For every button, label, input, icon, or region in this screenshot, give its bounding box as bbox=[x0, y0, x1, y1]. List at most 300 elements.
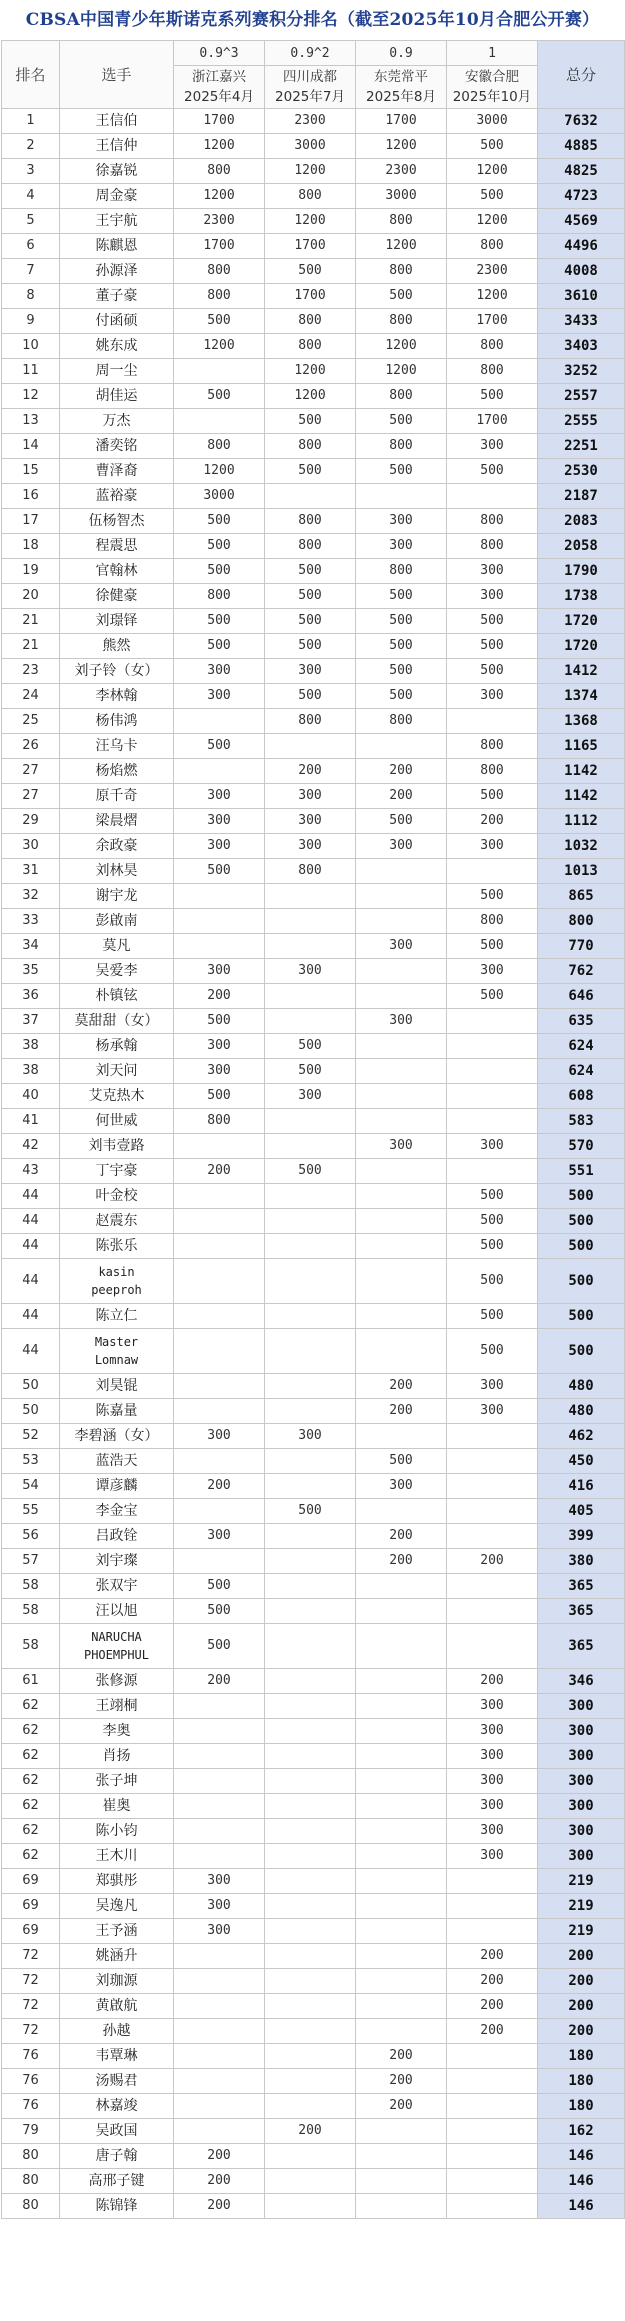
event-points-cell: 500 bbox=[174, 1574, 265, 1599]
table-row bbox=[2, 1159, 625, 1184]
event-points-cell: 500 bbox=[447, 1184, 538, 1209]
event-points-cell bbox=[356, 1819, 447, 1844]
event-points-cell: 500 bbox=[356, 459, 447, 484]
player-name-cell: 梁晨熠 bbox=[60, 809, 174, 834]
event-points-cell: 500 bbox=[265, 609, 356, 634]
player-name-cell: 王予涵 bbox=[60, 1919, 174, 1944]
event-points-cell bbox=[174, 1234, 265, 1259]
event-points-cell: 1700 bbox=[174, 109, 265, 134]
rank-cell: 72 bbox=[2, 1969, 60, 1994]
event-points-cell bbox=[265, 909, 356, 934]
event-points-cell: 500 bbox=[447, 784, 538, 809]
total-points-cell: 570 bbox=[538, 1134, 625, 1159]
event-points-cell: 3000 bbox=[356, 184, 447, 209]
total-points-cell: 365 bbox=[538, 1574, 625, 1599]
event-points-cell bbox=[265, 1009, 356, 1034]
event-points-cell: 500 bbox=[174, 509, 265, 534]
rank-cell: 80 bbox=[2, 2194, 60, 2219]
total-header: 总分 bbox=[538, 41, 625, 109]
rank-cell: 52 bbox=[2, 1424, 60, 1449]
event-points-cell: 800 bbox=[174, 284, 265, 309]
event-points-cell bbox=[356, 1694, 447, 1719]
event-points-cell: 200 bbox=[174, 984, 265, 1009]
event-points-cell: 1200 bbox=[265, 159, 356, 184]
event-points-cell: 800 bbox=[265, 434, 356, 459]
rank-cell: 26 bbox=[2, 734, 60, 759]
event-points-cell bbox=[174, 2094, 265, 2119]
event-points-cell: 500 bbox=[447, 884, 538, 909]
rank-cell: 38 bbox=[2, 1034, 60, 1059]
total-points-cell: 146 bbox=[538, 2144, 625, 2169]
rank-cell: 44 bbox=[2, 1329, 60, 1374]
player-name-cell: 潘奕铭 bbox=[60, 434, 174, 459]
total-points-cell: 365 bbox=[538, 1599, 625, 1624]
event-points-cell: 500 bbox=[174, 309, 265, 334]
event-points-cell bbox=[447, 1474, 538, 1499]
event-points-cell: 300 bbox=[447, 1719, 538, 1744]
event-points-cell bbox=[356, 1599, 447, 1624]
event-points-cell: 300 bbox=[174, 784, 265, 809]
total-points-cell: 405 bbox=[538, 1499, 625, 1524]
table-row bbox=[2, 1059, 625, 1084]
event-points-cell bbox=[174, 884, 265, 909]
total-points-cell: 2251 bbox=[538, 434, 625, 459]
rank-cell: 58 bbox=[2, 1599, 60, 1624]
rank-cell: 76 bbox=[2, 2094, 60, 2119]
player-name-cell: 刘子铃（女） bbox=[60, 659, 174, 684]
total-points-cell: 300 bbox=[538, 1719, 625, 1744]
event-points-cell: 1200 bbox=[174, 459, 265, 484]
player-name-cell: 陈张乐 bbox=[60, 1234, 174, 1259]
event-points-cell: 500 bbox=[265, 1159, 356, 1184]
rank-cell: 4 bbox=[2, 184, 60, 209]
event-points-cell: 800 bbox=[265, 509, 356, 534]
rank-cell: 72 bbox=[2, 2019, 60, 2044]
event-points-cell: 500 bbox=[447, 184, 538, 209]
table-row bbox=[2, 2119, 625, 2144]
event-points-cell bbox=[174, 1134, 265, 1159]
player-name-cell: 郑骐彤 bbox=[60, 1869, 174, 1894]
event-points-cell bbox=[265, 1184, 356, 1209]
table-row bbox=[2, 759, 625, 784]
table-row bbox=[2, 884, 625, 909]
event-points-cell: 800 bbox=[174, 259, 265, 284]
page-title: CBSA中国青少年斯诺克系列赛积分排名（截至2025年10月合肥公开赛） bbox=[25, 10, 600, 30]
player-name-cell: 谭彦麟 bbox=[60, 1474, 174, 1499]
event-points-cell bbox=[265, 1794, 356, 1819]
total-points-cell: 608 bbox=[538, 1084, 625, 1109]
player-name-cell: 陈麒恩 bbox=[60, 234, 174, 259]
total-points-cell: 4825 bbox=[538, 159, 625, 184]
event-points-cell bbox=[447, 1449, 538, 1474]
event-points-cell bbox=[265, 1669, 356, 1694]
event-points-cell: 800 bbox=[265, 334, 356, 359]
event-points-cell: 500 bbox=[447, 1304, 538, 1329]
player-name-cell: 王信仲 bbox=[60, 134, 174, 159]
event-points-cell: 500 bbox=[356, 659, 447, 684]
rank-cell: 53 bbox=[2, 1449, 60, 1474]
rank-cell: 36 bbox=[2, 984, 60, 1009]
event-points-cell: 300 bbox=[265, 959, 356, 984]
player-name-cell: 吴逸凡 bbox=[60, 1894, 174, 1919]
table-row bbox=[2, 1944, 625, 1969]
event-points-cell: 200 bbox=[356, 2069, 447, 2094]
rank-cell: 13 bbox=[2, 409, 60, 434]
player-name-cell: 叶金校 bbox=[60, 1184, 174, 1209]
event-points-cell: 200 bbox=[447, 1944, 538, 1969]
table-row bbox=[2, 984, 625, 1009]
event-points-cell bbox=[356, 2119, 447, 2144]
table-row bbox=[2, 1869, 625, 1894]
event-points-cell bbox=[265, 1744, 356, 1769]
event-multiplier: 0.9^3 bbox=[174, 41, 265, 66]
event-points-cell: 800 bbox=[265, 859, 356, 884]
table-row bbox=[2, 1259, 625, 1304]
event-points-cell bbox=[356, 1944, 447, 1969]
rank-cell: 69 bbox=[2, 1919, 60, 1944]
table-row bbox=[2, 1399, 625, 1424]
rank-cell: 11 bbox=[2, 359, 60, 384]
event-points-cell: 800 bbox=[447, 334, 538, 359]
event-points-cell bbox=[356, 1159, 447, 1184]
total-points-cell: 1790 bbox=[538, 559, 625, 584]
event-points-cell bbox=[356, 1234, 447, 1259]
total-points-cell: 480 bbox=[538, 1374, 625, 1399]
event-points-cell bbox=[447, 1599, 538, 1624]
rank-cell: 72 bbox=[2, 1944, 60, 1969]
event-points-cell: 1700 bbox=[265, 234, 356, 259]
total-points-cell: 146 bbox=[538, 2169, 625, 2194]
event-points-cell: 300 bbox=[174, 1524, 265, 1549]
table-row bbox=[2, 259, 625, 284]
total-points-cell: 635 bbox=[538, 1009, 625, 1034]
event-points-cell: 300 bbox=[447, 1794, 538, 1819]
total-points-cell: 200 bbox=[538, 2019, 625, 2044]
event-points-cell bbox=[265, 1624, 356, 1669]
event-points-cell: 200 bbox=[356, 2094, 447, 2119]
event-name-line: 2025年10月 bbox=[452, 89, 532, 105]
table-row bbox=[2, 1474, 625, 1499]
event-multiplier: 0.9 bbox=[356, 41, 447, 66]
rank-cell: 32 bbox=[2, 884, 60, 909]
total-points-cell: 1165 bbox=[538, 734, 625, 759]
event-points-cell bbox=[265, 1994, 356, 2019]
event-points-cell: 200 bbox=[356, 784, 447, 809]
event-points-cell: 1200 bbox=[447, 209, 538, 234]
event-points-cell bbox=[447, 1894, 538, 1919]
player-name-cell: 董子豪 bbox=[60, 284, 174, 309]
event-points-cell bbox=[265, 984, 356, 1009]
event-points-cell: 200 bbox=[265, 759, 356, 784]
event-points-cell bbox=[265, 1719, 356, 1744]
event-points-cell: 500 bbox=[174, 1624, 265, 1669]
table-row bbox=[2, 434, 625, 459]
event-points-cell: 1200 bbox=[356, 134, 447, 159]
rank-cell: 57 bbox=[2, 1549, 60, 1574]
table-row bbox=[2, 1769, 625, 1794]
event-points-cell: 800 bbox=[356, 559, 447, 584]
player-name-cell: 刘珈源 bbox=[60, 1969, 174, 1994]
event-points-cell bbox=[265, 1449, 356, 1474]
rank-cell: 62 bbox=[2, 1819, 60, 1844]
event-points-cell: 500 bbox=[265, 259, 356, 284]
event-points-cell: 500 bbox=[356, 634, 447, 659]
table-row bbox=[2, 459, 625, 484]
table-row bbox=[2, 1599, 625, 1624]
rank-cell: 62 bbox=[2, 1719, 60, 1744]
rank-cell: 8 bbox=[2, 284, 60, 309]
event-points-cell: 800 bbox=[447, 359, 538, 384]
table-row bbox=[2, 309, 625, 334]
table-row bbox=[2, 959, 625, 984]
event-points-cell bbox=[356, 859, 447, 884]
event-points-cell: 1200 bbox=[265, 209, 356, 234]
player-name-cell: 张修源 bbox=[60, 1669, 174, 1694]
player-name-cell: 蓝浩天 bbox=[60, 1449, 174, 1474]
event-points-cell: 300 bbox=[447, 1694, 538, 1719]
event-points-cell bbox=[174, 2019, 265, 2044]
player-name-cell: 刘林昊 bbox=[60, 859, 174, 884]
player-name-cell: 李奥 bbox=[60, 1719, 174, 1744]
event-points-cell bbox=[356, 1059, 447, 1084]
player-name-cell: 莫凡 bbox=[60, 934, 174, 959]
rank-cell: 43 bbox=[2, 1159, 60, 1184]
table-row bbox=[2, 1574, 625, 1599]
player-name-cell: 孙源泽 bbox=[60, 259, 174, 284]
event-points-cell bbox=[265, 1524, 356, 1549]
table-row bbox=[2, 1994, 625, 2019]
table-row bbox=[2, 909, 625, 934]
event-points-cell: 300 bbox=[265, 659, 356, 684]
player-name-cell: 杨伟鸿 bbox=[60, 709, 174, 734]
table-row bbox=[2, 1549, 625, 1574]
total-points-cell: 1368 bbox=[538, 709, 625, 734]
event-points-cell bbox=[447, 2169, 538, 2194]
event-points-cell bbox=[174, 1819, 265, 1844]
event-points-cell: 500 bbox=[265, 1059, 356, 1084]
event-points-cell: 500 bbox=[356, 809, 447, 834]
player-name-cell: 姚涵升 bbox=[60, 1944, 174, 1969]
event-points-cell: 1200 bbox=[174, 184, 265, 209]
rank-cell: 44 bbox=[2, 1304, 60, 1329]
total-points-cell: 219 bbox=[538, 1919, 625, 1944]
player-name-cell: 杨焰燃 bbox=[60, 759, 174, 784]
table-header bbox=[2, 41, 625, 109]
event-points-cell: 2300 bbox=[356, 159, 447, 184]
event-points-cell: 800 bbox=[447, 509, 538, 534]
rank-cell: 33 bbox=[2, 909, 60, 934]
event-points-cell bbox=[265, 1819, 356, 1844]
rank-cell: 72 bbox=[2, 1994, 60, 2019]
event-points-cell: 300 bbox=[447, 959, 538, 984]
event-points-cell bbox=[447, 1574, 538, 1599]
table-row bbox=[2, 184, 625, 209]
total-points-cell: 399 bbox=[538, 1524, 625, 1549]
rank-cell: 79 bbox=[2, 2119, 60, 2144]
rank-cell: 80 bbox=[2, 2169, 60, 2194]
table-row bbox=[2, 509, 625, 534]
rank-cell: 9 bbox=[2, 309, 60, 334]
event-points-cell bbox=[447, 1524, 538, 1549]
total-points-cell: 219 bbox=[538, 1894, 625, 1919]
event-points-cell: 300 bbox=[265, 1424, 356, 1449]
event-points-cell: 300 bbox=[265, 784, 356, 809]
event-points-cell: 500 bbox=[174, 534, 265, 559]
event-points-cell bbox=[265, 1894, 356, 1919]
event-points-cell: 500 bbox=[356, 584, 447, 609]
total-points-cell: 146 bbox=[538, 2194, 625, 2219]
event-name-line: 安徽合肥 bbox=[465, 69, 519, 85]
event-points-cell bbox=[174, 1209, 265, 1234]
player-name-cell: 李林翰 bbox=[60, 684, 174, 709]
event-points-cell: 1700 bbox=[174, 234, 265, 259]
event-points-cell: 300 bbox=[174, 684, 265, 709]
table-row bbox=[2, 1744, 625, 1769]
event-points-cell: 500 bbox=[265, 634, 356, 659]
event-points-cell bbox=[265, 2044, 356, 2069]
table-row bbox=[2, 2019, 625, 2044]
event-points-cell bbox=[265, 1599, 356, 1624]
table-row bbox=[2, 1719, 625, 1744]
event-points-cell: 300 bbox=[447, 834, 538, 859]
table-row bbox=[2, 2069, 625, 2094]
table-row bbox=[2, 1134, 625, 1159]
event-points-cell bbox=[265, 1134, 356, 1159]
event-points-cell: 300 bbox=[447, 584, 538, 609]
event-points-cell bbox=[265, 1399, 356, 1424]
event-points-cell: 200 bbox=[265, 2119, 356, 2144]
event-points-cell: 300 bbox=[174, 834, 265, 859]
event-points-cell bbox=[174, 1184, 265, 1209]
event-points-cell bbox=[265, 1259, 356, 1304]
table-row bbox=[2, 1209, 625, 1234]
event-points-cell: 500 bbox=[174, 609, 265, 634]
event-points-cell bbox=[174, 1719, 265, 1744]
rank-cell: 21 bbox=[2, 609, 60, 634]
rank-cell: 24 bbox=[2, 684, 60, 709]
player-name-cell: 丁宇豪 bbox=[60, 1159, 174, 1184]
total-points-cell: 7632 bbox=[538, 109, 625, 134]
total-points-cell: 551 bbox=[538, 1159, 625, 1184]
total-points-cell: 770 bbox=[538, 934, 625, 959]
total-points-cell: 583 bbox=[538, 1109, 625, 1134]
table-row bbox=[2, 2094, 625, 2119]
total-points-cell: 180 bbox=[538, 2094, 625, 2119]
total-points-cell: 450 bbox=[538, 1449, 625, 1474]
event-points-cell: 300 bbox=[356, 934, 447, 959]
table-row bbox=[2, 1084, 625, 1109]
total-points-cell: 1720 bbox=[538, 634, 625, 659]
event-points-cell: 200 bbox=[447, 1994, 538, 2019]
event-points-cell bbox=[174, 1304, 265, 1329]
event-points-cell: 500 bbox=[174, 634, 265, 659]
total-points-cell: 624 bbox=[538, 1059, 625, 1084]
event-points-cell bbox=[356, 1894, 447, 1919]
rank-cell: 41 bbox=[2, 1109, 60, 1134]
rank-cell: 2 bbox=[2, 134, 60, 159]
player-header: 选手 bbox=[60, 41, 174, 109]
table-row bbox=[2, 834, 625, 859]
event-points-cell bbox=[447, 1034, 538, 1059]
event-points-cell: 300 bbox=[356, 1009, 447, 1034]
event-points-cell bbox=[265, 934, 356, 959]
event-points-cell: 1200 bbox=[447, 284, 538, 309]
event-points-cell: 300 bbox=[174, 1059, 265, 1084]
total-points-cell: 4496 bbox=[538, 234, 625, 259]
player-name-cell: 付函硕 bbox=[60, 309, 174, 334]
event-points-cell bbox=[447, 1499, 538, 1524]
event-points-cell bbox=[447, 2069, 538, 2094]
rank-cell: 25 bbox=[2, 709, 60, 734]
player-name-cell: 黄啟航 bbox=[60, 1994, 174, 2019]
event-points-cell bbox=[174, 1769, 265, 1794]
event-points-cell: 500 bbox=[356, 284, 447, 309]
event-points-cell bbox=[265, 484, 356, 509]
event-points-cell: 800 bbox=[447, 909, 538, 934]
rank-cell: 62 bbox=[2, 1844, 60, 1869]
rank-cell: 80 bbox=[2, 2144, 60, 2169]
event-points-cell: 500 bbox=[447, 459, 538, 484]
rank-cell: 61 bbox=[2, 1669, 60, 1694]
event-points-cell bbox=[356, 2169, 447, 2194]
event-points-cell bbox=[265, 1474, 356, 1499]
event-points-cell: 500 bbox=[265, 684, 356, 709]
table-row bbox=[2, 209, 625, 234]
total-points-cell: 300 bbox=[538, 1844, 625, 1869]
event-points-cell: 300 bbox=[447, 1819, 538, 1844]
event-points-cell: 500 bbox=[356, 609, 447, 634]
event-points-cell: 1200 bbox=[447, 159, 538, 184]
event-points-cell bbox=[265, 1304, 356, 1329]
event-points-cell: 200 bbox=[356, 1524, 447, 1549]
table-row bbox=[2, 609, 625, 634]
event-points-cell bbox=[447, 1424, 538, 1449]
player-name-cell: 刘宇璨 bbox=[60, 1549, 174, 1574]
event-points-cell: 200 bbox=[356, 1374, 447, 1399]
table-row bbox=[2, 134, 625, 159]
table-row bbox=[2, 1234, 625, 1259]
event-multiplier: 0.9^2 bbox=[265, 41, 356, 66]
player-name-cell: 吴爱李 bbox=[60, 959, 174, 984]
event-points-cell: 800 bbox=[356, 384, 447, 409]
event-points-cell bbox=[356, 2019, 447, 2044]
player-name-cell: 刘韦壹路 bbox=[60, 1134, 174, 1159]
event-points-cell bbox=[265, 1574, 356, 1599]
event-points-cell: 500 bbox=[265, 559, 356, 584]
event-points-cell bbox=[174, 1794, 265, 1819]
event-points-cell: 300 bbox=[447, 559, 538, 584]
event-points-cell: 800 bbox=[356, 434, 447, 459]
event-points-cell: 500 bbox=[174, 1084, 265, 1109]
event-points-cell bbox=[174, 2069, 265, 2094]
player-name-cell: 程震思 bbox=[60, 534, 174, 559]
event-points-cell bbox=[174, 759, 265, 784]
event-points-cell: 300 bbox=[447, 684, 538, 709]
total-points-cell: 300 bbox=[538, 1744, 625, 1769]
table-row bbox=[2, 1034, 625, 1059]
event-points-cell: 500 bbox=[447, 659, 538, 684]
event-points-cell: 1200 bbox=[356, 359, 447, 384]
table-row bbox=[2, 1009, 625, 1034]
table-row bbox=[2, 534, 625, 559]
event-points-cell: 500 bbox=[174, 1009, 265, 1034]
table-row bbox=[2, 934, 625, 959]
table-row bbox=[2, 1109, 625, 1134]
event-points-cell bbox=[265, 2094, 356, 2119]
event-points-cell bbox=[356, 909, 447, 934]
total-points-cell: 180 bbox=[538, 2044, 625, 2069]
event-points-cell bbox=[356, 2144, 447, 2169]
